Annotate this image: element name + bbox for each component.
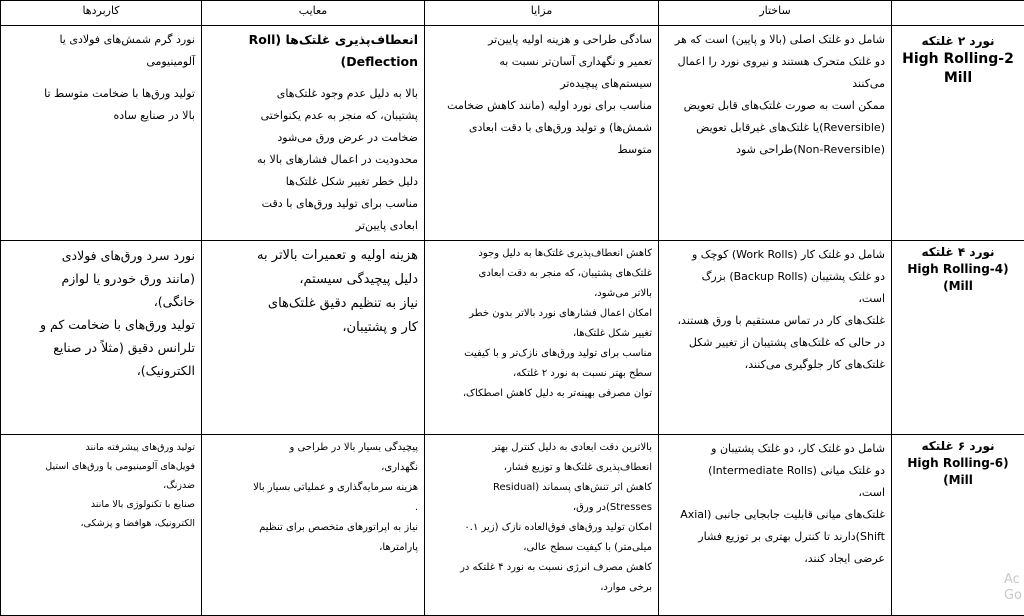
text-line: سطح بهتر نسبت به نورد ۲ غلتکه، xyxy=(431,364,652,384)
text-line: شامل دو غلتک کار، دو غلتک پشتیبان و xyxy=(665,438,885,460)
text-line: Stresses)در ورق، xyxy=(431,498,652,518)
text-line: کار و پشتیبان، xyxy=(208,316,418,340)
text-line: Deflection) xyxy=(208,51,418,73)
mill-type-en: 2-High Rolling Mill xyxy=(898,50,1018,88)
text-line: فویل‌های آلومینیومی یا ورق‌های استیل xyxy=(7,457,195,476)
advantages-cell xyxy=(425,241,659,435)
table-row xyxy=(1,26,1024,241)
text-line: ضدزنگ، xyxy=(7,476,195,495)
disadvantages-cell xyxy=(202,435,425,616)
mill-type-fa: نورد ۲ غلتکه xyxy=(921,34,994,48)
mill-type-fa: نورد ۴ غلتکه xyxy=(921,245,994,259)
header-structure: ساختار xyxy=(659,1,892,26)
text-line: مناسب برای تولید ورق‌های با دقت xyxy=(208,193,418,215)
text-line: شامل دو غلتک اصلی (بالا و پایین) است که هر xyxy=(665,29,885,51)
text-line: سیستم‌های پیچیده‌تر xyxy=(431,73,652,95)
mill-type-cell xyxy=(892,26,1024,241)
text-line: ممکن است به صورت غلتک‌های قابل تعویض xyxy=(665,95,885,117)
text-line: ضخامت در عرض ورق می‌شود xyxy=(208,127,418,149)
text-line: کاهش مصرف انرژی نسبت به نورد ۴ غلتکه در xyxy=(431,558,652,578)
advantages-cell xyxy=(425,435,659,616)
text-line: نگهداری، xyxy=(208,458,418,478)
text-line: الکترونیک، هوافضا و پزشکی، xyxy=(7,514,195,533)
text-line: بالا به دلیل عدم وجود غلتک‌های xyxy=(208,83,418,105)
text-line: تولید ورق‌های با ضخامت کم و xyxy=(7,313,195,336)
header-applications: کاربردها xyxy=(1,1,202,26)
text-line: شمش‌ها) و تولید ورق‌های با دقت ابعادی xyxy=(431,117,652,139)
text-line: الکترونیک)، xyxy=(7,359,195,382)
text-line: عرضی ایجاد کنند، xyxy=(665,548,885,570)
text-line: دو غلتک متحرک هستند و نیروی نورد را اعمال xyxy=(665,51,885,73)
text-line: (Reversible)یا غلتک‌های غیرقابل تعویض xyxy=(665,117,885,139)
text-line: نورد سرد ورق‌های فولادی xyxy=(7,244,195,267)
header-disadvantages: معایب xyxy=(202,1,425,26)
text-line: ابعادی پایین‌تر xyxy=(208,215,418,237)
applications-cell xyxy=(1,435,202,616)
text-line: غلتک‌های پشتیبان، که منجر به دقت ابعادی xyxy=(431,264,652,284)
text-line: امکان اعمال فشارهای نورد بالاتر بدون خطر xyxy=(431,304,652,324)
text-line: Shift)دارند تا کنترل بهتری بر توزیع فشار xyxy=(665,526,885,548)
text-line: در حالی که غلتک‌های پشتیبان از تغییر شکل xyxy=(665,332,885,354)
applications-cell xyxy=(1,26,202,241)
header-type xyxy=(892,1,1024,26)
activation-watermark xyxy=(1004,572,1022,604)
text-line: انعطاف‌پذیری غلتک‌ها (Roll xyxy=(208,29,418,51)
text-line: نیاز به تنظیم دقیق غلتک‌های xyxy=(208,292,418,316)
text-line: است، xyxy=(665,288,885,310)
text-line: شامل دو غلتک کار (Work Rolls) کوچک و xyxy=(665,244,885,266)
mill-type-fa: نورد ۶ غلتکه xyxy=(921,439,994,453)
table-row xyxy=(1,241,1024,435)
header-advantages: مزایا xyxy=(425,1,659,26)
text-line: پیچیدگی بسیار بالا در طراحی و xyxy=(208,438,418,458)
text-line: پارامترها، xyxy=(208,538,418,558)
mill-type-cell xyxy=(892,241,1024,435)
text-line: بالاتر می‌شود، xyxy=(431,284,652,304)
text-line: تغییر شکل غلتک‌ها، xyxy=(431,324,652,344)
mill-type-en: (4-High Rolling Mill) xyxy=(907,262,1008,293)
text-line: کاهش اثر تنش‌های پسماند (Residual xyxy=(431,478,652,498)
structure-cell xyxy=(659,26,892,241)
text-line: (مانند ورق خودرو یا لوازم xyxy=(7,267,195,290)
structure-cell xyxy=(659,241,892,435)
text-line: میلی‌متر) با کیفیت سطح عالی، xyxy=(431,538,652,558)
text-line: برخی موارد، xyxy=(431,578,652,598)
text-line: دلیل خطر تغییر شکل غلتک‌ها xyxy=(208,171,418,193)
disadvantages-cell xyxy=(202,26,425,241)
watermark-line: Ac xyxy=(1004,572,1022,588)
text-line: امکان تولید ورق‌های فوق‌العاده نازک (زیر ۰.۱ xyxy=(431,518,652,538)
header-row xyxy=(1,1,1024,26)
table-row xyxy=(1,435,1024,616)
text-line: مناسب برای نورد اولیه (مانند کاهش ضخامت xyxy=(431,95,652,117)
text-line: دو غلتک پشتیبان (Backup Rolls) بزرگ xyxy=(665,266,885,288)
text-line: (Non-Reversible)طراحی شود xyxy=(665,139,885,161)
text-line: نیاز به اپراتورهای متخصص برای تنظیم xyxy=(208,518,418,538)
text-line: پشتیبان، که منجر به عدم یکنواختی xyxy=(208,105,418,127)
text-line: هزینه سرمایه‌گذاری و عملیاتی بسیار بالا xyxy=(208,478,418,498)
text-line: است، xyxy=(665,482,885,504)
text-line: صنایع با تکنولوژی بالا مانند xyxy=(7,495,195,514)
text-line: آلومینیومی xyxy=(7,51,195,73)
applications-cell xyxy=(1,241,202,435)
text-line: می‌کنند xyxy=(665,73,885,95)
text-line: تولید ورق‌های پیشرفته مانند xyxy=(7,438,195,457)
text-line: بالا در صنایع ساده xyxy=(7,105,195,127)
disadvantages-cell xyxy=(202,241,425,435)
structure-cell xyxy=(659,435,892,616)
text-line: هزینه اولیه و تعمیرات بالاتر به xyxy=(208,244,418,268)
mill-type-en: (6-High Rolling Mill) xyxy=(907,456,1008,487)
text-line: سادگی طراحی و هزینه اولیه پایین‌تر xyxy=(431,29,652,51)
text-line: نورد گرم شمش‌های فولادی یا xyxy=(7,29,195,51)
text-line: غلتک‌های کار در تماس مستقیم با ورق هستند، xyxy=(665,310,885,332)
text-line: کاهش انعطاف‌پذیری غلتک‌ها به دلیل وجود xyxy=(431,244,652,264)
watermark-line: Go xyxy=(1004,588,1022,604)
text-line: غلتک‌های میانی قابلیت جابجایی جانبی (Axial xyxy=(665,504,885,526)
text-line: تلرانس دقیق (مثلاً در صنایع xyxy=(7,336,195,359)
text-line: متوسط xyxy=(431,139,652,161)
text-line: خانگی)، xyxy=(7,290,195,313)
text-line: بالاترین دقت ابعادی به دلیل کنترل بهتر xyxy=(431,438,652,458)
advantages-cell xyxy=(425,26,659,241)
text-line: دو غلتک میانی (Intermediate Rolls) xyxy=(665,460,885,482)
text-line: غلتک‌های کار جلوگیری می‌کنند، xyxy=(665,354,885,376)
text-line: دلیل پیچیدگی سیستم، xyxy=(208,268,418,292)
text-line: تعمیر و نگهداری آسان‌تر نسبت به xyxy=(431,51,652,73)
text-line: توان مصرفی بهینه‌تر به دلیل کاهش اصطکاک، xyxy=(431,384,652,404)
text-line: انعطاف‌پذیری غلتک‌ها و توزیع فشار، xyxy=(431,458,652,478)
text-line: مناسب برای تولید ورق‌های نازک‌تر و با کیفیت xyxy=(431,344,652,364)
text-line: محدودیت در اعمال فشارهای بالا به xyxy=(208,149,418,171)
text-line: تولید ورق‌ها با ضخامت متوسط تا xyxy=(7,83,195,105)
text-line: . xyxy=(208,498,418,518)
